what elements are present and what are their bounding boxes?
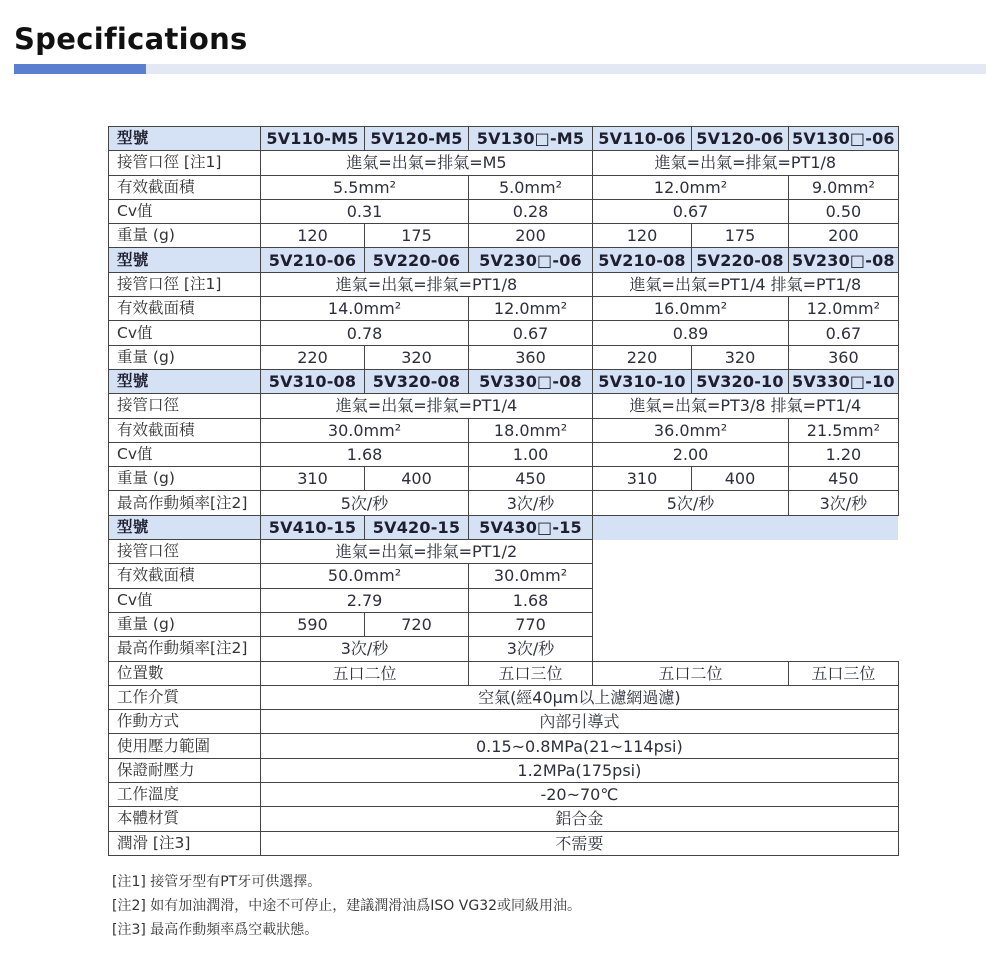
value-cell: 5.5mm² [261, 175, 469, 199]
value-cell: 12.0mm² [789, 297, 899, 321]
value-cell: 0.31 [261, 199, 469, 223]
operation-row [109, 710, 899, 734]
empty-cell [593, 515, 899, 539]
value-cell: 不需要 [261, 831, 899, 855]
value-cell: 175 [365, 224, 469, 248]
row-label: 潤滑 [注3] [109, 831, 261, 855]
value-cell: 320 [692, 345, 789, 369]
empty-cell [593, 637, 899, 661]
page-title: Specifications [14, 22, 248, 56]
value-cell: 590 [261, 612, 365, 636]
model-cell: 5V320-10 [692, 369, 789, 393]
model-cell: 5V220-08 [692, 248, 789, 272]
port-size-row [109, 151, 899, 175]
weight-row [109, 224, 899, 248]
value-cell: 200 [469, 224, 593, 248]
model-cell: 5V410-15 [261, 515, 365, 539]
lubrication-row [109, 831, 899, 855]
value-cell: 30.0mm² [469, 564, 593, 588]
model-cell: 5V310-08 [261, 369, 365, 393]
value-cell: 0.78 [261, 321, 469, 345]
row-label: 接管口徑 [注1] [109, 151, 261, 175]
value-cell: 360 [789, 345, 899, 369]
max-frequency-row [109, 637, 899, 661]
value-cell: 320 [365, 345, 469, 369]
value-cell: 720 [365, 612, 469, 636]
value-cell: 1.00 [469, 442, 593, 466]
cv-row [109, 588, 899, 612]
row-label: 作動方式 [109, 710, 261, 734]
value-cell: 進氣=出氣=排氣=PT1/8 [593, 151, 899, 175]
title-underline-accent [14, 64, 146, 74]
value-cell: 空氣(經40μm以上濾網過濾) [261, 685, 899, 709]
footnote: [注1] 接管牙型有PT牙可供選擇。 [112, 874, 322, 890]
row-label: 接管口徑 [注1] [109, 272, 261, 296]
effective-area-row [109, 297, 899, 321]
row-label: 型號 [109, 248, 261, 272]
cv-row [109, 442, 899, 466]
value-cell: 3次/秒 [469, 637, 593, 661]
positions-row [109, 661, 899, 685]
model-cell: 5V430□-15 [469, 515, 593, 539]
footnote: [注3] 最高作動頻率爲空載狀態。 [112, 922, 319, 938]
row-label: Cv值 [109, 321, 261, 345]
value-cell: 0.28 [469, 199, 593, 223]
model-cell: 5V230□-06 [469, 248, 593, 272]
model-cell: 5V120-M5 [365, 127, 469, 151]
value-cell: 0.15~0.8MPa(21~114psi) [261, 734, 899, 758]
row-label: 位置數 [109, 661, 261, 685]
row-label: 重量 (g) [109, 345, 261, 369]
effective-area-row [109, 175, 899, 199]
material-row [109, 807, 899, 831]
value-cell: 0.89 [593, 321, 789, 345]
cv-row [109, 199, 899, 223]
empty-cell [593, 612, 899, 636]
row-label: 工作溫度 [109, 783, 261, 807]
effective-area-row [109, 564, 899, 588]
row-label: 有效截面積 [109, 418, 261, 442]
row-label: Cv值 [109, 442, 261, 466]
value-cell: 400 [365, 467, 469, 491]
row-label: 重量 (g) [109, 467, 261, 491]
row-label: 最高作動頻率[注2] [109, 637, 261, 661]
model-cell: 5V110-M5 [261, 127, 365, 151]
value-cell: 120 [593, 224, 692, 248]
value-cell: 5次/秒 [593, 491, 789, 515]
model-cell: 5V220-06 [365, 248, 469, 272]
value-cell: 3次/秒 [261, 637, 469, 661]
row-label: 接管口徑 [109, 540, 261, 564]
model-cell: 5V420-15 [365, 515, 469, 539]
value-cell: 進氣=出氣=排氣=PT1/2 [261, 540, 593, 564]
row-label: 保證耐壓力 [109, 758, 261, 782]
row-label: 型號 [109, 127, 261, 151]
value-cell: 220 [593, 345, 692, 369]
model-cell: 5V310-10 [593, 369, 692, 393]
row-label: Cv值 [109, 199, 261, 223]
row-label: 有效截面積 [109, 564, 261, 588]
row-label: 有效截面積 [109, 297, 261, 321]
effective-area-row [109, 418, 899, 442]
model-row [109, 127, 899, 151]
value-cell: 0.67 [469, 321, 593, 345]
value-cell: 120 [261, 224, 365, 248]
proof-pressure-row [109, 758, 899, 782]
value-cell: 450 [469, 467, 593, 491]
value-cell: 內部引導式 [261, 710, 899, 734]
value-cell: 1.68 [469, 588, 593, 612]
model-cell: 5V320-08 [365, 369, 469, 393]
row-label: 重量 (g) [109, 612, 261, 636]
pressure-range-row [109, 734, 899, 758]
medium-row [109, 685, 899, 709]
value-cell: 五口三位 [469, 661, 593, 685]
value-cell: 五口二位 [593, 661, 789, 685]
model-cell: 5V230□-08 [789, 248, 899, 272]
value-cell: 360 [469, 345, 593, 369]
value-cell: 5次/秒 [261, 491, 469, 515]
model-cell: 5V210-08 [593, 248, 692, 272]
value-cell: 5.0mm² [469, 175, 593, 199]
weight-row [109, 345, 899, 369]
row-label: 本體材質 [109, 807, 261, 831]
value-cell: 175 [692, 224, 789, 248]
value-cell: 14.0mm² [261, 297, 469, 321]
value-cell: 30.0mm² [261, 418, 469, 442]
weight-row [109, 612, 899, 636]
value-cell: 五口二位 [261, 661, 469, 685]
value-cell: 進氣=出氣=排氣=M5 [261, 151, 593, 175]
value-cell: 16.0mm² [593, 297, 789, 321]
model-row [109, 248, 899, 272]
value-cell: 1.20 [789, 442, 899, 466]
value-cell: 五口三位 [789, 661, 899, 685]
model-cell: 5V330□-08 [469, 369, 593, 393]
row-label: 重量 (g) [109, 224, 261, 248]
row-label: 使用壓力範圍 [109, 734, 261, 758]
row-label: 工作介質 [109, 685, 261, 709]
value-cell: -20~70℃ [261, 783, 899, 807]
value-cell: 1.2MPa(175psi) [261, 758, 899, 782]
row-label: 型號 [109, 515, 261, 539]
row-label: 有效截面積 [109, 175, 261, 199]
value-cell: 18.0mm² [469, 418, 593, 442]
value-cell: 310 [593, 467, 692, 491]
value-cell: 200 [789, 224, 899, 248]
port-size-row [109, 540, 899, 564]
value-cell: 770 [469, 612, 593, 636]
title-underline [14, 64, 986, 74]
value-cell: 0.50 [789, 199, 899, 223]
weight-row [109, 467, 899, 491]
empty-cell [593, 564, 899, 588]
spec-table [108, 126, 899, 856]
value-cell: 進氣=出氣=PT3/8 排氣=PT1/4 [593, 394, 899, 418]
row-label: 接管口徑 [109, 394, 261, 418]
value-cell: 0.67 [789, 321, 899, 345]
value-cell: 21.5mm² [789, 418, 899, 442]
value-cell: 310 [261, 467, 365, 491]
value-cell: 1.68 [261, 442, 469, 466]
row-label: 型號 [109, 369, 261, 393]
model-cell: 5V130□-M5 [469, 127, 593, 151]
value-cell: 450 [789, 467, 899, 491]
model-cell: 5V130□-06 [789, 127, 899, 151]
footnotes [112, 870, 581, 942]
port-size-row [109, 272, 899, 296]
value-cell: 2.79 [261, 588, 469, 612]
model-cell: 5V110-06 [593, 127, 692, 151]
value-cell: 進氣=出氣=排氣=PT1/4 [261, 394, 593, 418]
row-label: Cv值 [109, 588, 261, 612]
value-cell: 進氣=出氣=PT1/4 排氣=PT1/8 [593, 272, 899, 296]
cv-row [109, 321, 899, 345]
model-cell: 5V330□-10 [789, 369, 899, 393]
empty-cell [593, 588, 899, 612]
max-frequency-row [109, 491, 899, 515]
value-cell: 3次/秒 [789, 491, 899, 515]
value-cell: 12.0mm² [469, 297, 593, 321]
model-row [109, 369, 899, 393]
value-cell: 2.00 [593, 442, 789, 466]
model-cell: 5V210-06 [261, 248, 365, 272]
value-cell: 220 [261, 345, 365, 369]
value-cell: 0.67 [593, 199, 789, 223]
empty-cell [593, 540, 899, 564]
temperature-row [109, 783, 899, 807]
row-label: 最高作動頻率[注2] [109, 491, 261, 515]
model-row [109, 515, 899, 539]
value-cell: 鋁合金 [261, 807, 899, 831]
value-cell: 9.0mm² [789, 175, 899, 199]
value-cell: 50.0mm² [261, 564, 469, 588]
value-cell: 400 [692, 467, 789, 491]
value-cell: 12.0mm² [593, 175, 789, 199]
value-cell: 進氣=出氣=排氣=PT1/8 [261, 272, 593, 296]
value-cell: 36.0mm² [593, 418, 789, 442]
port-size-row [109, 394, 899, 418]
model-cell: 5V120-06 [692, 127, 789, 151]
value-cell: 3次/秒 [469, 491, 593, 515]
footnote: [注2] 如有加油潤滑，中途不可停止，建議潤滑油爲ISO VG32或同級用油。 [112, 898, 582, 914]
